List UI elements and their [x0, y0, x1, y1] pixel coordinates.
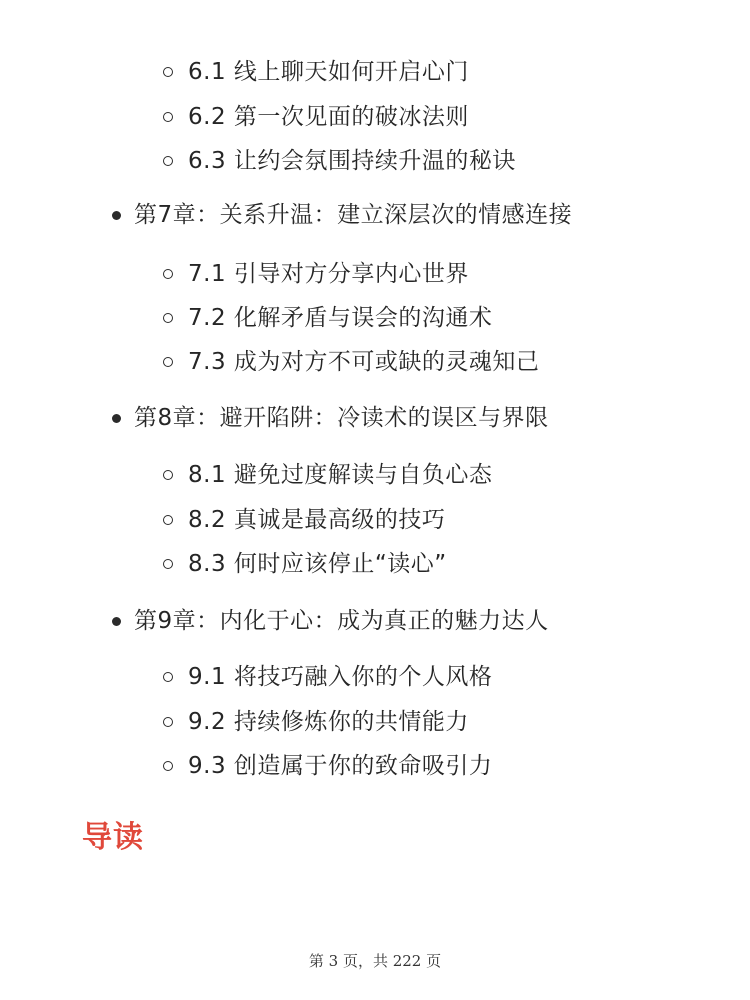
- page-number-footer: 第 3 页，共 222 页: [308, 952, 442, 970]
- toc-section-8-3[interactable]: [0, 544, 750, 584]
- toc-chapter-title: 第8章：避开陷阱：冷读术的误区与界限: [134, 405, 549, 431]
- toc-section-8-1[interactable]: [0, 455, 750, 495]
- toc-section-label: 6.3 让约会氛围持续升温的秘诀: [188, 148, 516, 174]
- toc-section-label: 7.2 化解矛盾与误会的沟通术: [188, 305, 493, 331]
- toc-section-label: 8.1 避免过度解读与自负心态: [188, 462, 493, 488]
- toc-chapter-8[interactable]: [0, 398, 750, 438]
- section-heading: 导读: [82, 820, 144, 855]
- filled-circle-bullet-icon: [112, 414, 121, 423]
- toc-chapter-7[interactable]: [0, 195, 750, 235]
- hollow-circle-bullet-icon: [163, 470, 173, 480]
- hollow-circle-bullet-icon: [163, 672, 173, 682]
- hollow-circle-bullet-icon: [163, 313, 173, 323]
- hollow-circle-bullet-icon: [163, 269, 173, 279]
- toc-section-9-3[interactable]: [0, 746, 750, 786]
- hollow-circle-bullet-icon: [163, 67, 173, 77]
- hollow-circle-bullet-icon: [163, 156, 173, 166]
- toc-section-6-1[interactable]: [0, 52, 750, 92]
- toc-section-label: 7.1 引导对方分享内心世界: [188, 261, 469, 287]
- toc-chapter-9[interactable]: [0, 601, 750, 641]
- toc-section-8-2[interactable]: [0, 500, 750, 540]
- toc-section-9-2[interactable]: [0, 702, 750, 742]
- hollow-circle-bullet-icon: [163, 717, 173, 727]
- filled-circle-bullet-icon: [112, 211, 121, 220]
- toc-section-7-2[interactable]: [0, 298, 750, 338]
- toc-chapter-title: 第9章：内化于心：成为真正的魅力达人: [134, 608, 549, 634]
- toc-section-7-3[interactable]: [0, 342, 750, 382]
- hollow-circle-bullet-icon: [163, 357, 173, 367]
- toc-section-7-1[interactable]: [0, 254, 750, 294]
- toc-section-label: 9.2 持续修炼你的共情能力: [188, 709, 469, 735]
- toc-section-label: 7.3 成为对方不可或缺的灵魂知己: [188, 349, 540, 375]
- hollow-circle-bullet-icon: [163, 559, 173, 569]
- hollow-circle-bullet-icon: [163, 761, 173, 771]
- toc-section-label: 9.3 创造属于你的致命吸引力: [188, 753, 493, 779]
- filled-circle-bullet-icon: [112, 617, 121, 626]
- toc-section-label: 8.2 真诚是最高级的技巧: [188, 507, 446, 533]
- hollow-circle-bullet-icon: [163, 112, 173, 122]
- toc-section-9-1[interactable]: [0, 657, 750, 697]
- toc-section-label: 6.1 线上聊天如何开启心门: [188, 59, 469, 85]
- toc-chapter-title: 第7章：关系升温：建立深层次的情感连接: [134, 202, 573, 228]
- toc-section-label: 8.3 何时应该停止“读心”: [188, 551, 447, 577]
- toc-section-6-3[interactable]: [0, 141, 750, 181]
- toc-section-label: 6.2 第一次见面的破冰法则: [188, 104, 469, 130]
- toc-section-6-2[interactable]: [0, 97, 750, 137]
- toc-section-label: 9.1 将技巧融入你的个人风格: [188, 664, 493, 690]
- hollow-circle-bullet-icon: [163, 515, 173, 525]
